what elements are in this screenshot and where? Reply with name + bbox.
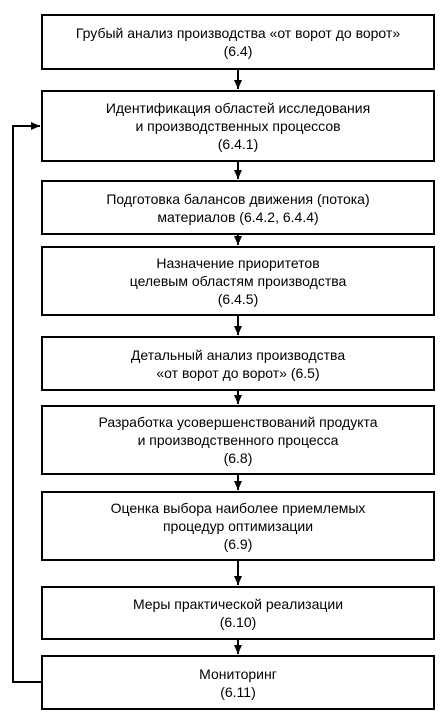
step-line: целевым областям производства <box>129 273 347 289</box>
step-line: (6.9) <box>223 536 253 552</box>
step-line: (6.4) <box>223 43 253 59</box>
step-line: (6.10) <box>219 614 257 630</box>
step-line: (6.11) <box>220 683 256 700</box>
step-line: Грубый анализ производства «от ворот до ворот» <box>75 25 401 41</box>
step-line: Детальный анализ производства <box>130 346 346 363</box>
step-line: (6.4.1) <box>217 136 259 152</box>
step-line: «от ворот до ворот» (6.5) <box>156 364 320 381</box>
step-priorities <box>41 246 435 316</box>
step-line: Оценка выбора наиболее приемлемых <box>110 500 366 516</box>
step-line: и производственного процесса <box>137 432 339 448</box>
step-line: (6.4.5) <box>217 291 259 307</box>
step-identification <box>41 90 435 162</box>
step-line: Меры практической реализации <box>132 596 344 612</box>
step-line: Идентификация областей исследования <box>105 100 371 116</box>
step-monitoring <box>41 655 435 710</box>
step-line: Мониторинг <box>199 665 277 682</box>
step-evaluation <box>41 491 435 561</box>
step-line: (6.8) <box>223 450 253 466</box>
step-line: материалов (6.4.2, 6.4.4) <box>157 208 319 225</box>
step-line: Подготовка балансов движения (потока) <box>106 190 370 207</box>
step-line: Назначение приоритетов <box>156 255 320 271</box>
step-material-balances <box>41 180 435 235</box>
step-line: Разработка усовершенствований продукта <box>98 414 378 430</box>
step-detailed-analysis <box>41 336 435 391</box>
step-line: процедур оптимизации <box>162 518 314 534</box>
step-implementation <box>41 586 435 640</box>
step-line: и производственных процессов <box>135 118 341 134</box>
feedback-loop-arrow <box>13 126 41 682</box>
step-rough-analysis <box>41 14 435 70</box>
step-improvements <box>41 405 435 475</box>
